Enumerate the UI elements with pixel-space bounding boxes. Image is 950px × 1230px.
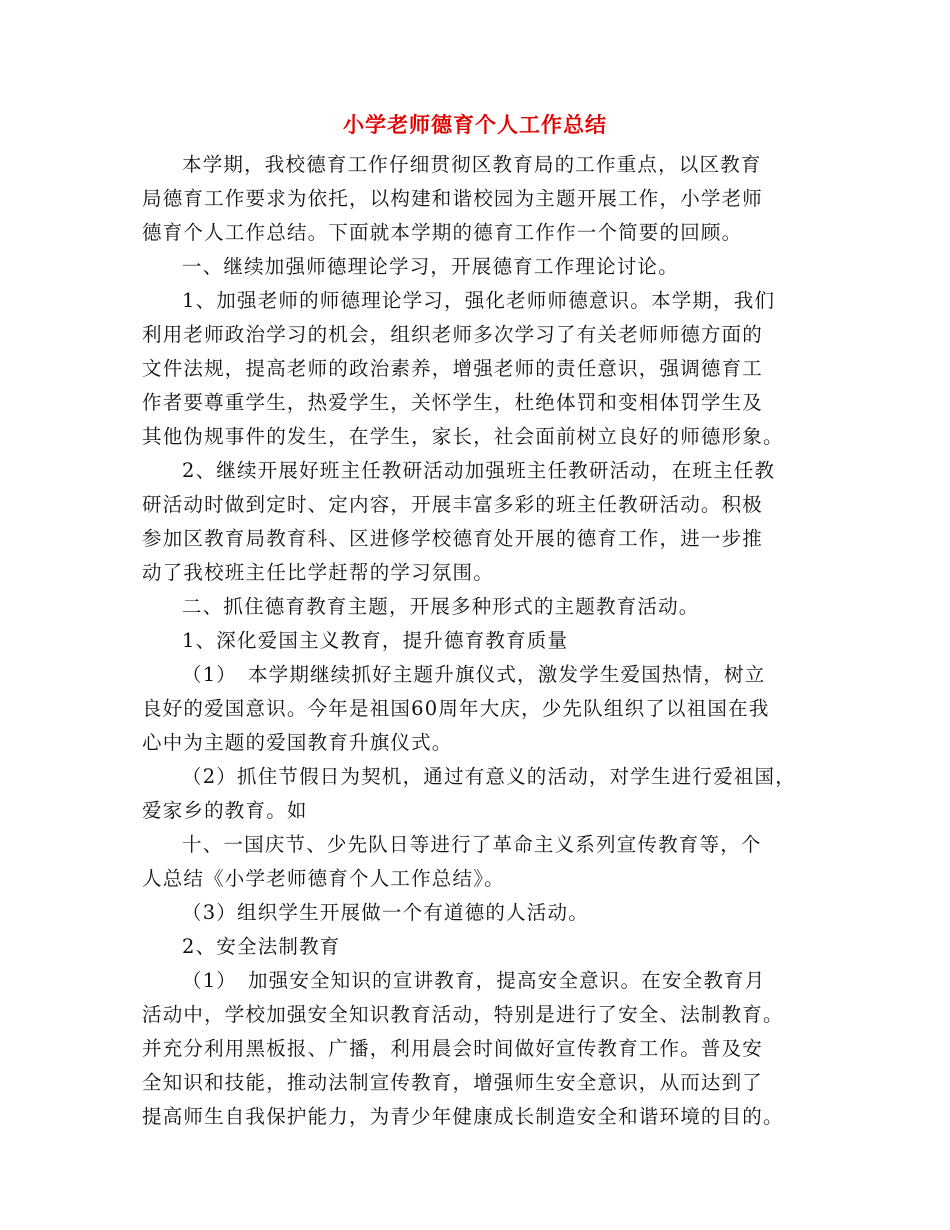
paragraph-line: 2、继续开展好班主任教研活动加强班主任教研活动，在班主任教 [182,459,776,482]
paragraph-line: 十、一国庆节、少先队日等进行了革命主义系列宣传教育等，个 [182,833,762,856]
paragraph-line: 利用老师政治学习的机会，组织老师多次学习了有关老师师德方面的 [142,323,764,346]
paragraph-line: 全知识和技能，推动法制宣传教育，增强师生安全意识，从而达到了 [142,1071,764,1094]
section-heading: 一、继续加强师德理论学习，开展德育工作理论讨论。 [182,255,679,278]
paragraph-line: 良好的爱国意识。今年是祖国60周年大庆，少先队组织了以祖国在我 [142,697,770,720]
paragraph-line: （1） 加强安全知识的宣讲教育，提高安全意识。在安全教育月 [182,969,766,992]
paragraph-line: （1） 本学期继续抓好主题升旗仪式，激发学生爱国热情，树立 [182,663,766,686]
paragraph-line: 参加区教育局教育科、区进修学校德育处开展的德育工作，进一步推 [142,527,764,550]
paragraph-line: 活动中，学校加强安全知识教育活动，特别是进行了安全、法制教育。 [142,1003,784,1026]
paragraph-line: 并充分利用黑板报、广播，利用晨会时间做好宣传教育工作。普及安 [142,1037,764,1060]
paragraph-line: 提高师生自我保护能力，为青少年健康成长制造安全和谐环境的目的。 [142,1105,784,1128]
paragraph-line: （2）抓住节假日为契机，通过有意义的活动，对学生进行爱祖国， [182,765,796,788]
paragraph-line: 爱家乡的教育。如 [142,799,308,822]
paragraph-line: 人总结《小学老师德育个人工作总结》。 [142,867,505,890]
paragraph-line: 局德育工作要求为依托，以构建和谐校园为主题开展工作，小学老师 [142,187,764,210]
paragraph-line: （3）组织学生开展做一个有道德的人活动。 [182,901,589,924]
paragraph-line: 心中为主题的爱国教育升旗仪式。 [142,731,453,754]
paragraph-line: 研活动时做到定时、定内容，开展丰富多彩的班主任教研活动。积极 [142,493,764,516]
subsection-heading: 2、安全法制教育 [182,935,341,958]
paragraph-line: 作者要尊重学生，热爱学生，关怀学生，杜绝体罚和变相体罚学生及 [142,391,764,414]
paragraph-line: 本学期，我校德育工作仔细贯彻区教育局的工作重点，以区教育 [182,153,762,176]
paragraph-line: 动了我校班主任比学赶帮的学习氛围。 [142,561,494,584]
paragraph-line: 德育个人工作总结。下面就本学期的德育工作作一个简要的回顾。 [142,221,743,244]
paragraph-line: 其他伪规事件的发生，在学生，家长，社会面前树立良好的师德形象。 [142,425,784,448]
section-heading: 二、抓住德育教育主题，开展多种形式的主题教育活动。 [182,595,700,618]
page-title: 小学老师德育个人工作总结 [343,112,607,137]
paragraph-line: 1、加强老师的师德理论学习，强化老师师德意识。本学期，我们 [182,289,776,312]
paragraph-line: 文件法规，提高老师的政治素养，增强老师的责任意识，强调德育工 [142,357,764,380]
subsection-heading: 1、深化爱国主义教育，提升德育教育质量 [182,629,569,652]
